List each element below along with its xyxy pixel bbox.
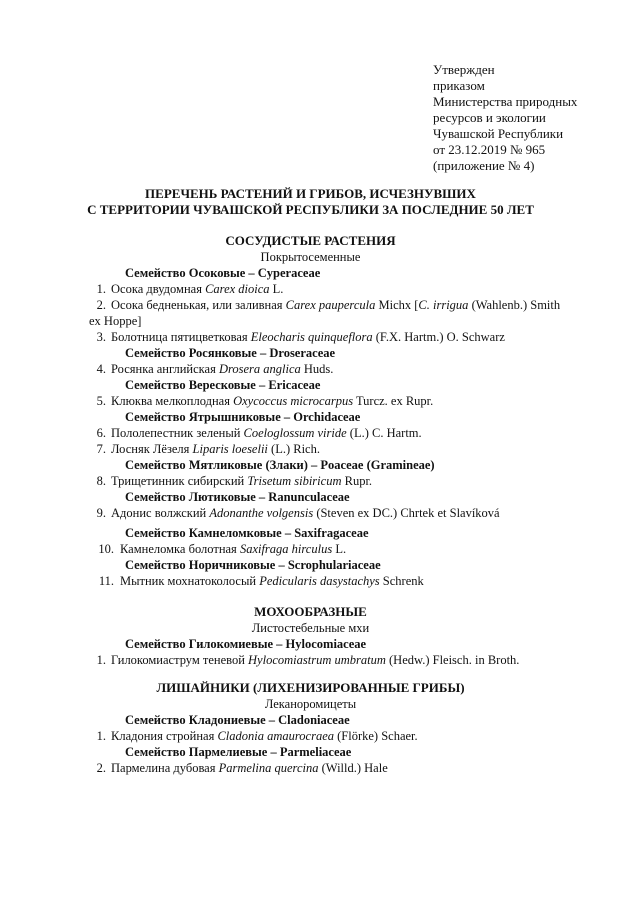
common-name: Лосняк Лёзеля xyxy=(111,442,193,456)
family-heading: Семейство Мятликовые (Злаки) – Poaceae (Gramineae) xyxy=(125,458,435,472)
author: (Willd.) Hale xyxy=(318,761,388,775)
approval-line: Чувашской Республики xyxy=(433,126,564,141)
item-number: 1. xyxy=(96,282,106,296)
list-item xyxy=(96,329,619,345)
item-number: 2. xyxy=(96,298,106,312)
item-number: 8. xyxy=(96,474,106,488)
common-name: Клюква мелкоплодная xyxy=(111,394,234,408)
common-name: Болотница пятицветковая xyxy=(111,330,251,344)
common-name: Пололепестник зеленый xyxy=(111,426,244,440)
family-heading: Семейство Норичниковые – Scrophulariaceae xyxy=(125,558,381,572)
list-item xyxy=(96,473,619,489)
approval-block xyxy=(433,62,613,174)
family-heading: Семейство Гилокомиевые – Hylocomiaceae xyxy=(125,637,367,651)
latin-name: Saxifraga hirculus xyxy=(239,542,333,556)
item-number: 9. xyxy=(96,506,106,520)
common-name: Трищетинник сибирский xyxy=(111,474,248,488)
latin-name: Adonanthe volgensis xyxy=(209,506,314,520)
author: (Wahlenb.) Smith xyxy=(468,298,561,312)
approval-line: (приложение № 4) xyxy=(433,158,535,173)
family-heading: Семейство Камнеломковые – Saxifragaceae xyxy=(125,526,369,540)
list-item xyxy=(96,361,619,377)
list-item xyxy=(98,541,621,557)
author: L. xyxy=(269,282,284,296)
item-number: 1. xyxy=(96,729,106,743)
author: Turcz. ex Rupr. xyxy=(353,394,434,408)
common-name: Камнеломка болотная xyxy=(120,542,240,556)
approval-line: Утвержден xyxy=(433,62,495,77)
common-name: Пармелина дубовая xyxy=(111,761,219,775)
latin-name: Drosera anglica xyxy=(218,362,301,376)
latin-name: Oxycoccus microcarpus xyxy=(233,394,354,408)
family-heading: Семейство Кладониевые – Cladoniaceae xyxy=(125,713,350,727)
list-item xyxy=(96,297,619,313)
list-item xyxy=(96,652,619,668)
item-number: 3. xyxy=(96,330,106,344)
author: Rupr. xyxy=(341,474,373,488)
latin-name: Cladonia amaurocraea xyxy=(217,729,334,743)
common-name: Осока двудомная xyxy=(111,282,206,296)
item-number: 11. xyxy=(98,574,114,588)
section-heading-vascular: СОСУДИСТЫЕ РАСТЕНИЯ xyxy=(225,233,396,248)
author: Huds. xyxy=(300,362,334,376)
list-item xyxy=(96,441,619,457)
latin-name: Eleocharis quinqueflora xyxy=(250,330,373,344)
author: (F.X. Hartm.) O. Schwarz xyxy=(372,330,505,344)
author: (L.) Rich. xyxy=(267,442,320,456)
latin-name: Liparis loeselii xyxy=(192,442,268,456)
author: L. xyxy=(332,542,347,556)
item-number: 1. xyxy=(96,653,106,667)
title-line-2: С ТЕРРИТОРИИ ЧУВАШСКОЙ РЕСПУБЛИКИ ЗА ПОСЛЕДНИЕ 50 ЛЕТ xyxy=(87,202,534,217)
family-heading: Семейство Пармелиевые – Parmeliaceae xyxy=(125,745,352,759)
list-item xyxy=(96,281,619,297)
author: Michx [ xyxy=(375,298,419,312)
approval-line: от 23.12.2019 № 965 xyxy=(433,142,546,157)
latin-name: Hylocomiastrum umbratum xyxy=(248,653,386,667)
latin-name: Carex dioica xyxy=(205,282,270,296)
family-heading: Семейство Лютиковые – Ranunculaceae xyxy=(125,490,350,504)
common-name: Мытник мохнатоколосый xyxy=(120,574,260,588)
common-name: Кладония стройная xyxy=(111,729,218,743)
author: (Flörke) Schaer. xyxy=(334,729,418,743)
item-number: 7. xyxy=(96,442,106,456)
family-heading: Семейство Ятрышниковые – Orchidaceae xyxy=(125,410,361,424)
approval-line: приказом xyxy=(433,78,485,93)
list-item xyxy=(96,505,619,521)
family-heading: Семейство Осоковые – Cyperaceae xyxy=(125,266,321,280)
latin-name: Pedicularis dasystachys xyxy=(259,574,380,588)
list-item xyxy=(96,393,619,409)
section-heading-mosses: МОХООБРАЗНЫЕ xyxy=(254,604,367,619)
list-item xyxy=(98,573,621,589)
item-number: 6. xyxy=(96,426,106,440)
author: Schrenk xyxy=(379,574,424,588)
author: (Hedw.) Fleisch. in Broth. xyxy=(385,653,520,667)
common-name: Осока бедненькая, или заливная xyxy=(111,298,286,312)
document-title xyxy=(0,186,621,218)
section-subheading-mosses: Листостебельные мхи xyxy=(251,621,370,635)
section-subheading-lichens: Леканоромицеты xyxy=(264,697,357,711)
latin-name: Trisetum sibiricum xyxy=(247,474,342,488)
title-line-1: ПЕРЕЧЕНЬ РАСТЕНИЙ И ГРИБОВ, ИСЧЕЗНУВШИХ xyxy=(145,186,476,201)
common-name: Росянка английская xyxy=(111,362,219,376)
latin-name: Carex paupercula xyxy=(285,298,376,312)
item-number: 4. xyxy=(96,362,106,376)
item-continuation: ex Hoppe] xyxy=(89,314,142,328)
list-item xyxy=(96,760,619,776)
list-item xyxy=(96,425,619,441)
family-heading: Семейство Вересковые – Ericaceae xyxy=(125,378,321,392)
latin-name: Coeloglossum viride xyxy=(243,426,347,440)
item-number: 5. xyxy=(96,394,106,408)
approval-line: Министерства природных xyxy=(433,94,578,109)
latin-name: Parmelina quercina xyxy=(218,761,319,775)
item-number: 10. xyxy=(98,542,114,556)
common-name: Адонис волжский xyxy=(111,506,210,520)
author: (L.) C. Hartm. xyxy=(346,426,422,440)
family-heading: Семейство Росянковые – Droseraceae xyxy=(125,346,336,360)
latin-synonym: C. irrigua xyxy=(418,298,469,312)
common-name: Гилокомиаструм теневой xyxy=(111,653,249,667)
item-number: 2. xyxy=(96,761,106,775)
author: (Steven ex DC.) Chrtek et Slavíková xyxy=(313,506,500,520)
approval-line: ресурсов и экологии xyxy=(433,110,546,125)
section-subheading-vascular: Покрытосеменные xyxy=(260,250,361,264)
section-heading-lichens: ЛИШАЙНИКИ (ЛИХЕНИЗИРОВАННЫЕ ГРИБЫ) xyxy=(156,680,465,695)
list-item xyxy=(96,728,619,744)
